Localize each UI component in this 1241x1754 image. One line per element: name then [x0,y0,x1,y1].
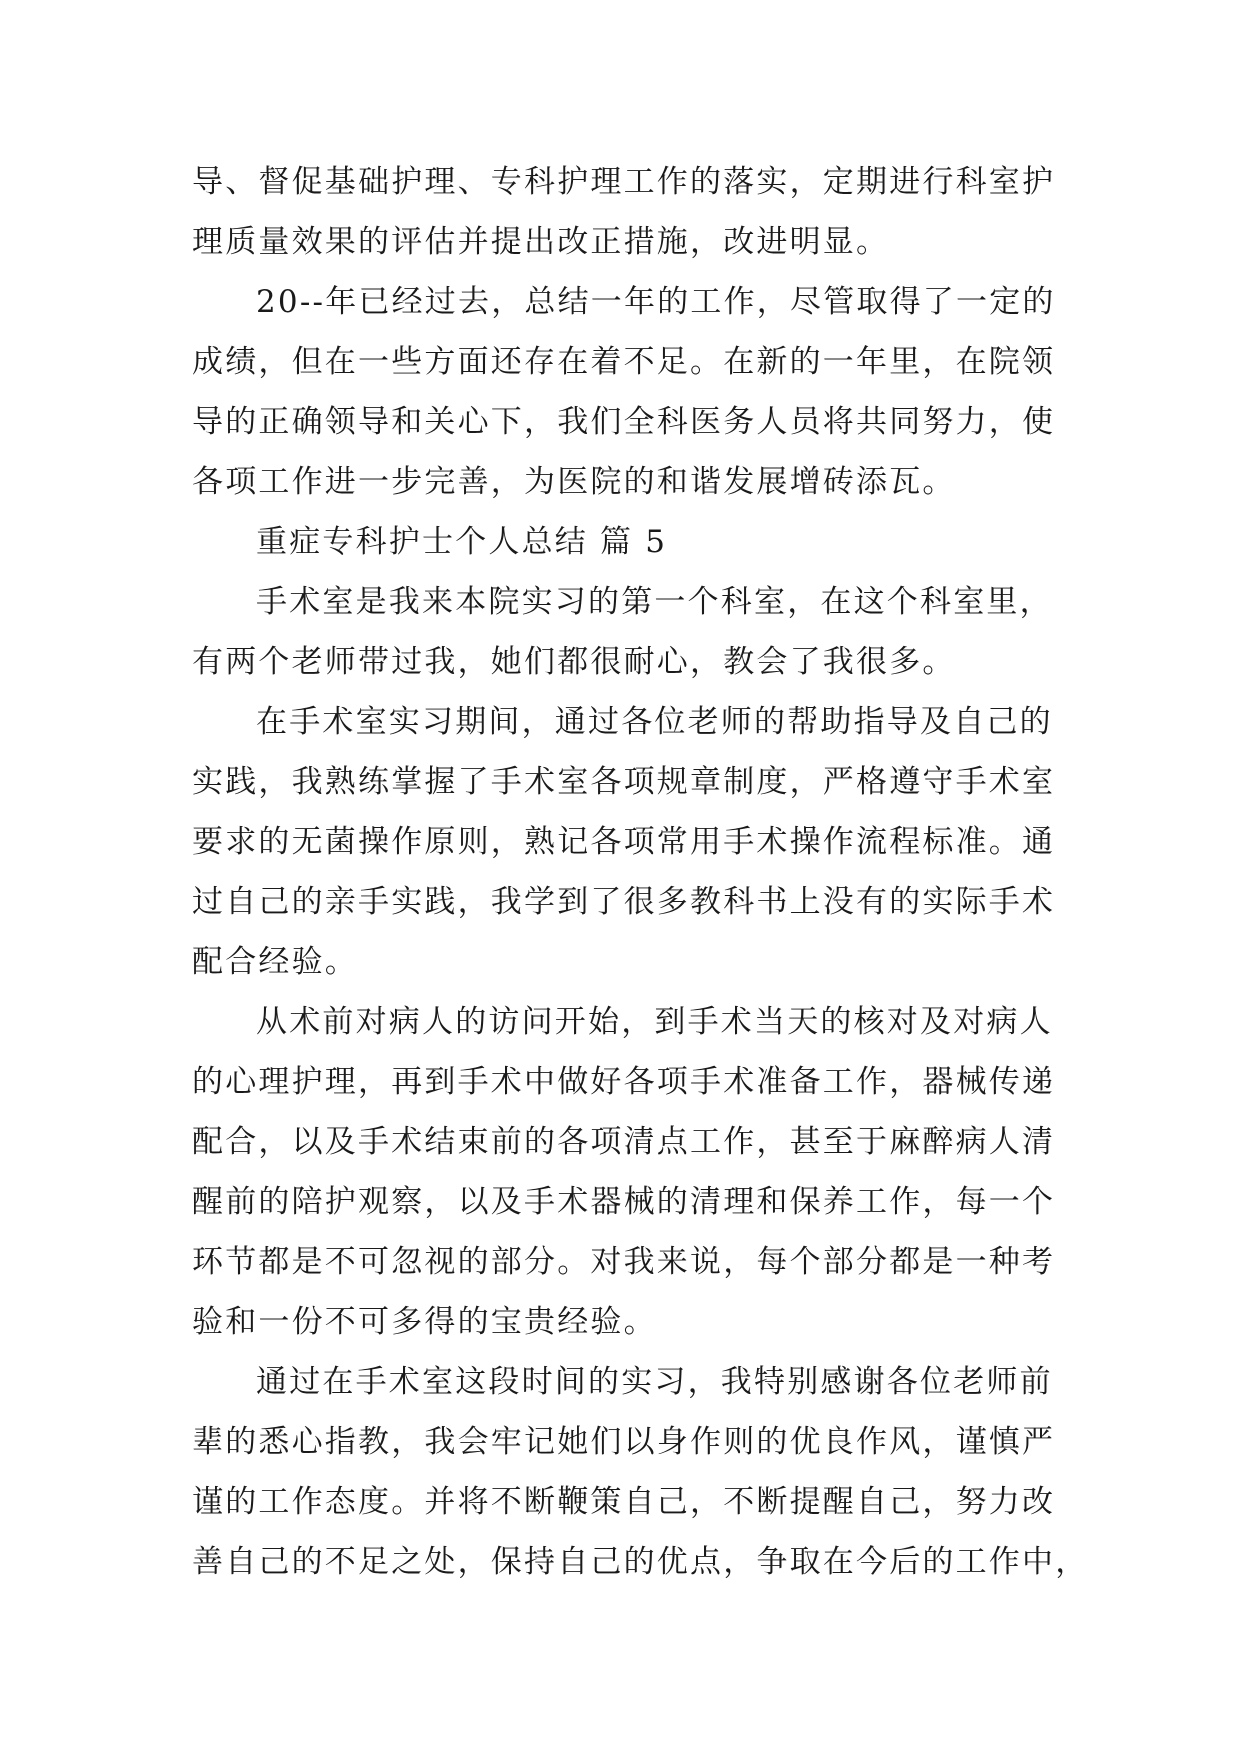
text-line: 验和一份不可多得的宝贵经验。 [192,1304,657,1340]
document-body [192,152,1089,1592]
text-line: 成绩，但在一些方面还存在着不足。在新的一年里，在院领 [192,344,1056,380]
text-line: 理质量效果的评估并提出改正措施，改进明显。 [192,224,890,260]
text-line: 醒前的陪护观察，以及手术器械的清理和保养工作，每一个 [192,1184,1056,1220]
text-line: 在手术室实习期间，通过各位老师的帮助指导及自己的 [256,704,1053,740]
section-heading: 重症专科护士个人总结 篇 5 [256,524,668,560]
text-line: 谨的工作态度。并将不断鞭策自己，不断提醒自己，努力改 [192,1484,1056,1520]
text-line: 要求的无菌操作原则，熟记各项常用手术操作流程标准。通 [192,824,1056,860]
text-line: 从术前对病人的访问开始，到手术当天的核对及对病人 [256,1004,1053,1040]
text-line: 有两个老师带过我，她们都很耐心，教会了我很多。 [192,644,956,680]
text-line: 配合经验。 [192,944,358,980]
text-line: 导、督促基础护理、专科护理工作的落实，定期进行科室护 [192,164,1056,200]
text-line: 导的正确领导和关心下，我们全科医务人员将共同努力，使 [192,404,1056,440]
text-line: 辈的悉心指教，我会牢记她们以身作则的优良作风，谨慎严 [192,1424,1056,1460]
text-line: 配合，以及手术结束前的各项清点工作，甚至于麻醉病人清 [192,1124,1056,1160]
text-line: 手术室是我来本院实习的第一个科室，在这个科室里， [256,584,1053,620]
text-line: 环节都是不可忽视的部分。对我来说，每个部分都是一种考 [192,1244,1056,1280]
text-line: 各项工作进一步完善，为医院的和谐发展增砖添瓦。 [192,464,956,500]
text-line: 实践，我熟练掌握了手术室各项规章制度，严格遵守手术室 [192,764,1056,800]
text-line: 通过在手术室这段时间的实习，我特别感谢各位老师前 [256,1364,1053,1400]
text-line: 过自己的亲手实践，我学到了很多教科书上没有的实际手术 [192,884,1056,920]
text-line: 善自己的不足之处，保持自己的优点，争取在今后的工作中， [192,1544,1089,1580]
text-line: 20--年已经过去，总结一年的工作，尽管取得了一定的 [256,284,1056,320]
text-line: 的心理护理，再到手术中做好各项手术准备工作，器械传递 [192,1064,1056,1100]
